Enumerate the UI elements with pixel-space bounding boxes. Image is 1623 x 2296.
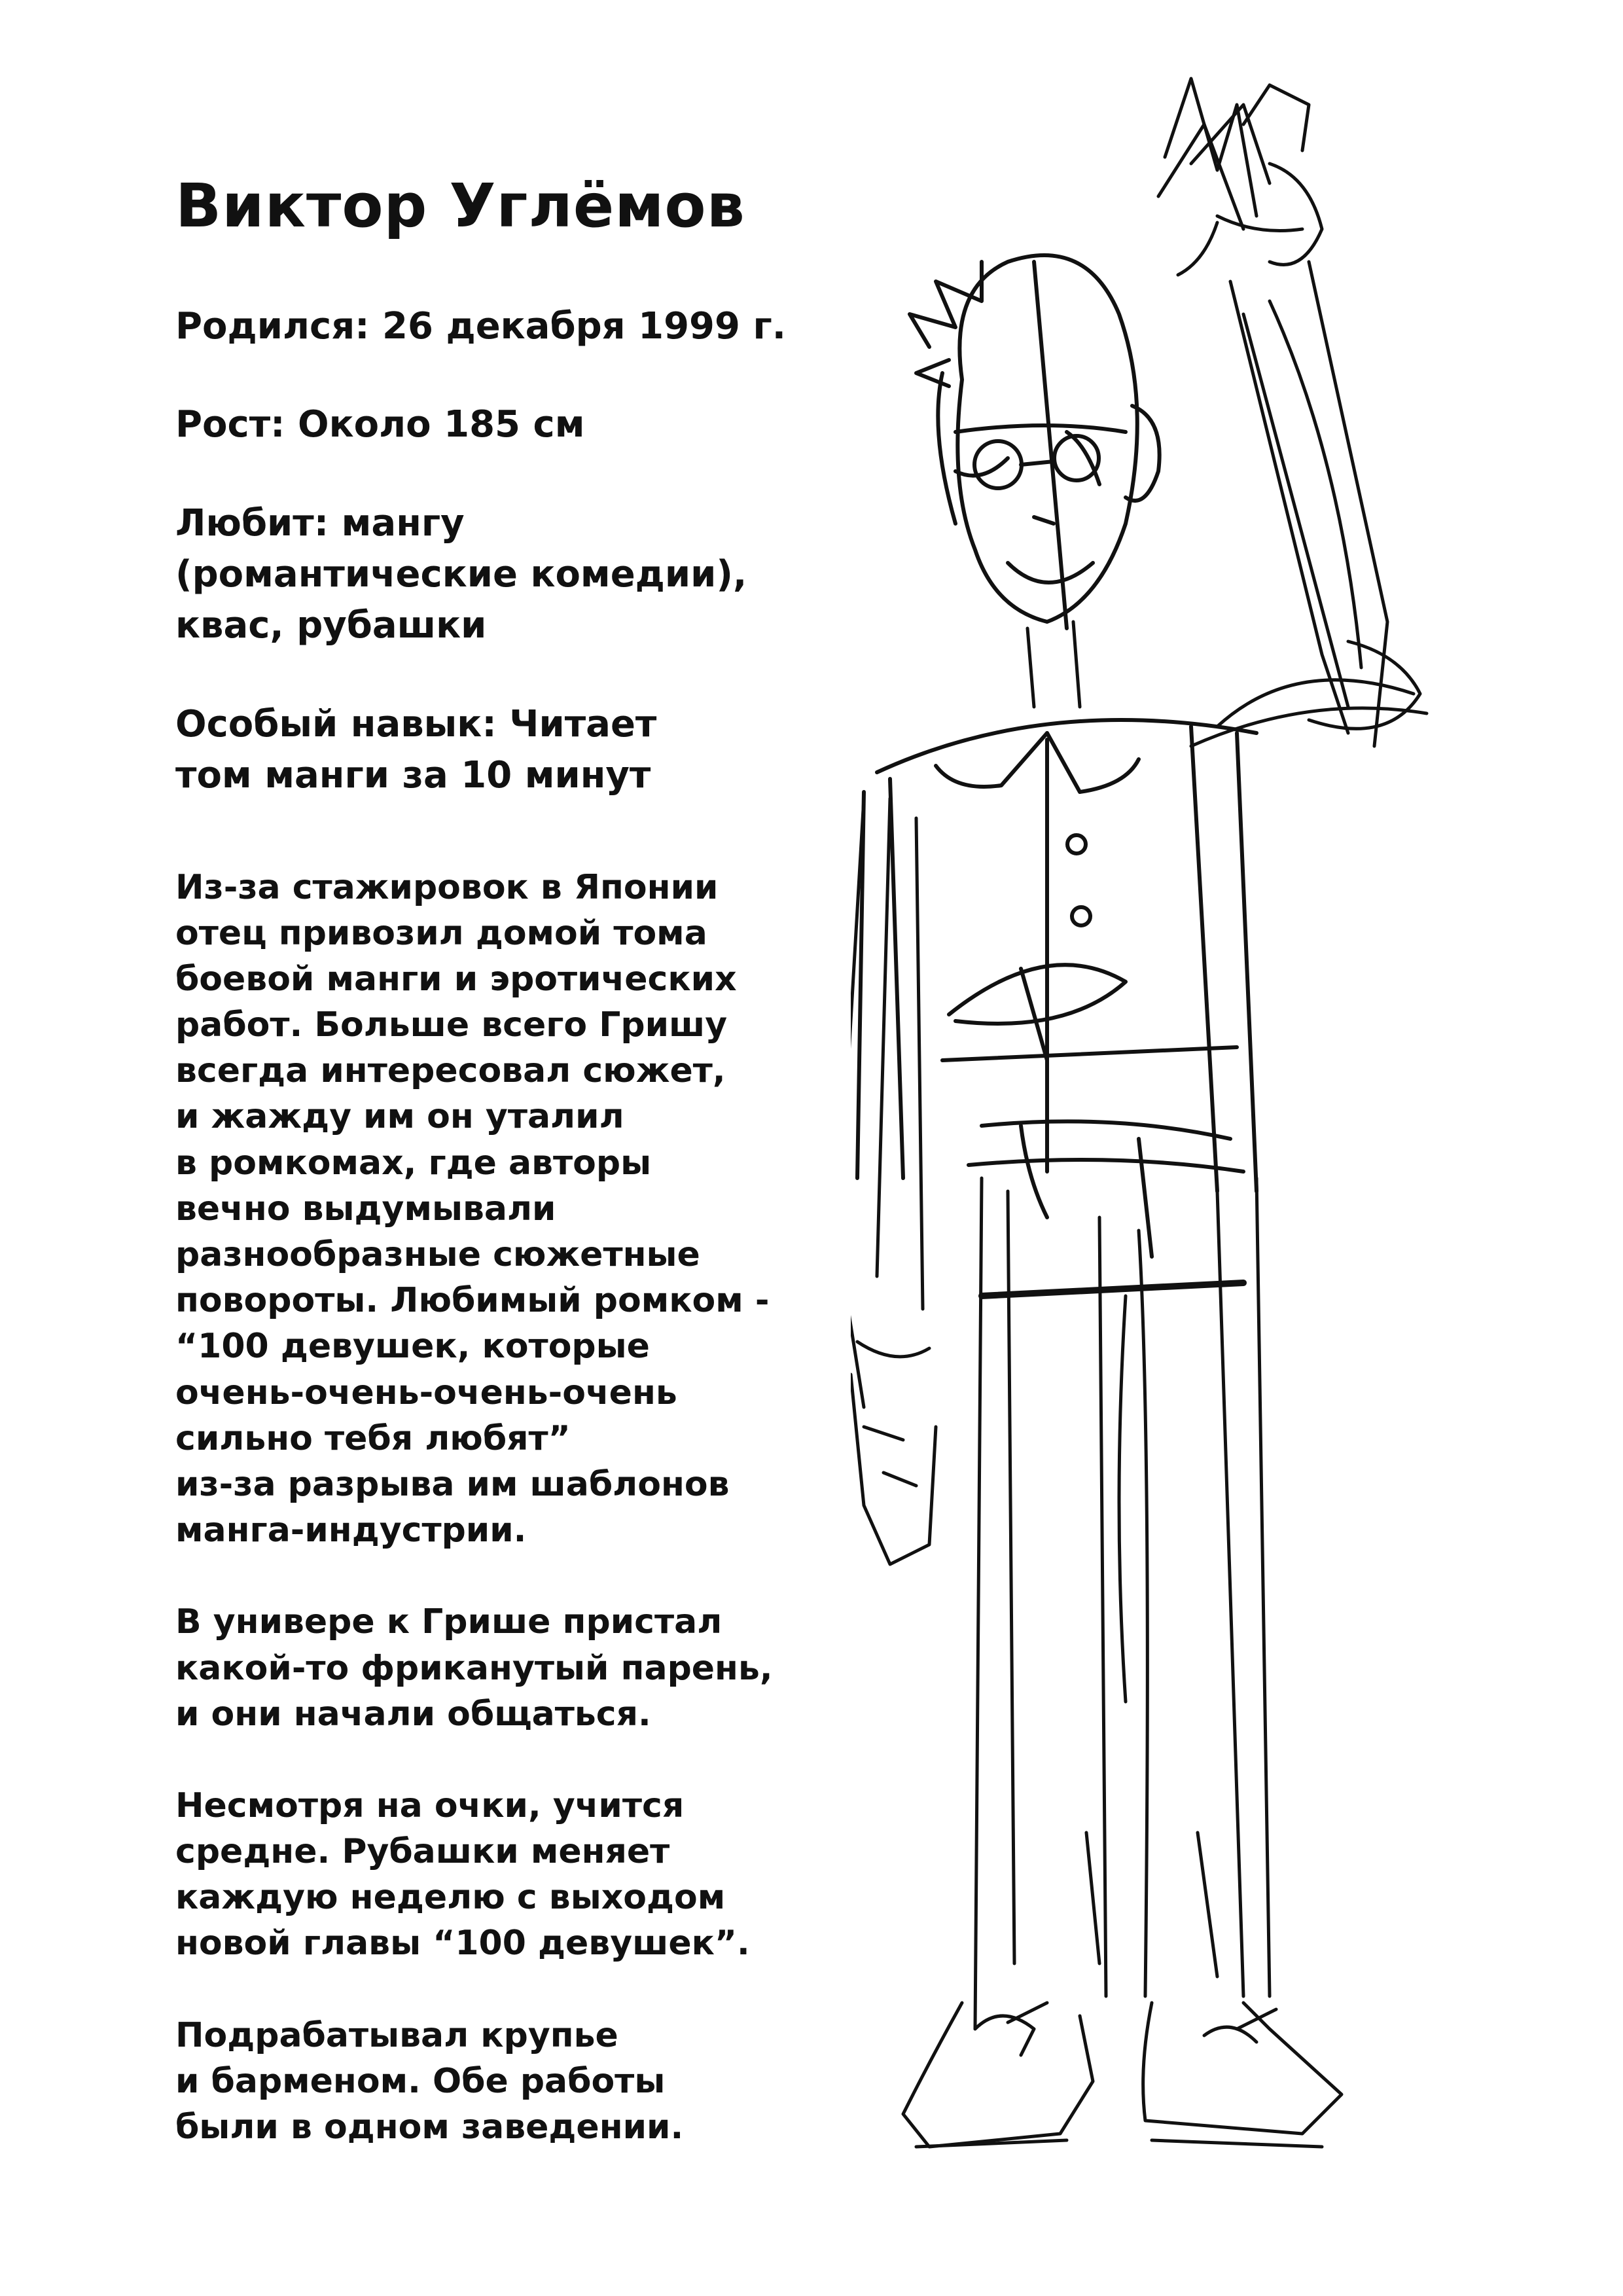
text-line: были в одном заведении. [175,2108,684,2147]
raised-arm [1191,262,1427,746]
text-line: из-за разрыва им шаблонов [175,1464,730,1504]
text-line: всегда интересовал сюжет, [175,1051,726,1091]
text-line: сильно тебя любят” [175,1418,571,1458]
text-line: том манги за 10 минут [175,754,651,797]
text-line: В универе к Грише пристал [175,1602,722,1642]
shoes [903,2003,1342,2147]
bio-paragraph-1 [175,865,948,1554]
height [175,399,948,450]
neck [1027,622,1080,707]
text-line: Любит: мангу [175,501,465,545]
text-line: отец привозил домой тома [175,913,707,953]
head [910,255,1160,628]
text-line: работ. Больше всего Гришу [175,1005,728,1045]
text-line: и они начали общаться. [175,1694,651,1734]
text-line: средне. Рубашки меняет [175,1832,670,1872]
text-column [175,171,948,2196]
text-line: разнообразные сюжетные [175,1235,700,1275]
likes [175,498,948,652]
raised-hand [1158,79,1322,275]
text-line: Родился: 26 декабря 1999 г. [175,304,786,348]
text-line: Особый навык: Читает [175,702,657,745]
text-line: манга-индустрии. [175,1511,527,1551]
special-skill [175,699,948,802]
legs [975,1178,1270,2029]
text-line: боевой манги и эротических [175,959,737,999]
text-line: и жажду им он уталил [175,1097,624,1137]
text-line: какой-то фриканутый парень, [175,1648,773,1688]
text-line: Рост: Около 185 см [175,403,585,446]
text-line: в ромкомах, где авторы [175,1143,652,1183]
birth-date [175,301,948,352]
bio-paragraph-4 [175,2013,948,2151]
bio-paragraph-2 [175,1599,948,1737]
text-line: Подрабатывал крупье [175,2015,618,2055]
text-line: Из-за стажировок в Японии [175,867,719,907]
bio-paragraph-3 [175,1783,948,1967]
character-sketch [851,65,1571,2193]
text-line: вечно выдумывали [175,1189,556,1229]
text-line: каждую неделю с выходом [175,1878,726,1918]
text-line: повороты. Любимый ромком - [175,1281,770,1321]
character-name: Виктор Углёмов [175,171,745,241]
text-line: “100 девушек, которые [175,1327,650,1367]
text-line: Несмотря на очки, учится [175,1785,685,1825]
text-line: (романтические комедии), [175,552,747,596]
text-line: квас, рубашки [175,604,487,647]
text-line: очень-очень-очень-очень [175,1372,677,1412]
text-line: и барменом. Обе работы [175,2061,666,2101]
text-line: новой главы “100 девушек”. [175,1924,750,1964]
character-sketch-svg [851,65,1571,2193]
